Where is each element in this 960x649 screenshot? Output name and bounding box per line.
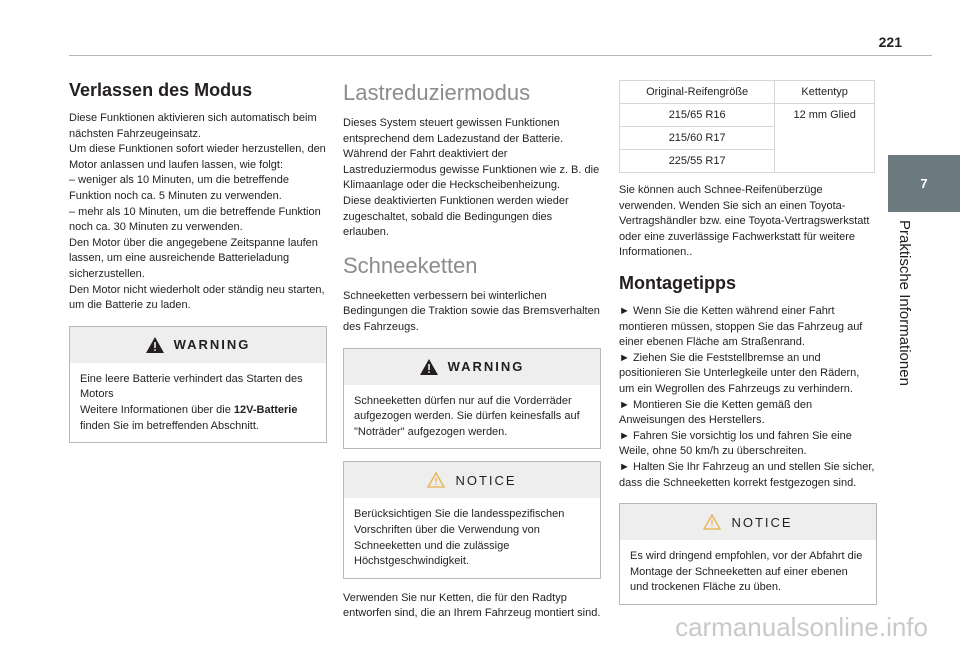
warning-title: WARNING [447, 359, 525, 375]
notice-text: Es wird dringend empfohlen, vor der Abfahrt die Montage der Schneeketten auf einer ebenen und trockenen Fläche zu üben. [630, 550, 863, 594]
warning-box [343, 348, 601, 450]
column-right [619, 80, 877, 617]
warning-box [69, 326, 327, 443]
paragraph: Diese deaktivierten Funktionen werden wieder zugeschaltet, sobald die Bedingungen dies erlauben. [343, 194, 569, 239]
notice-text: Berücksichtigen Sie die landesspezifischen Vorschriften über die Verwendung von Schneeketten und die zulässige Höchstgeschwindigkeit. [354, 508, 565, 568]
warning-title: WARNING [173, 337, 251, 353]
section-heading-exit-mode: Verlassen des Modus [69, 80, 253, 100]
list-item: ► Fahren Sie vorsichtig los und fahren Sie eine Weile, ohne 50 km/h zu überschreiten. [619, 429, 852, 458]
paragraph: Sie können auch Schnee-Reifenüberzüge verwenden. Wenden Sie sich an einen Toyota-Vertragshändler bzw. eine Toyota-Vertragswerkstatt oder eine zuverlässige Fachwerkstatt für weitere Informationen.. [619, 184, 870, 259]
table-cell: 215/60 R17 [620, 127, 775, 150]
notice-triangle-icon [427, 472, 445, 488]
paragraph: Schneeketten verbessern bei winterlichen Bedingungen die Traktion sowie das Bremsverhalten des Fahrzeugs. [343, 289, 600, 333]
watermark: carmanualsonline.info [675, 612, 928, 642]
paragraph: Verwenden Sie nur Ketten, die für den Radtyp entworfen sind, die an Ihrem Fahrzeug montiert sind. [343, 591, 601, 620]
list-item: ► Wenn Sie die Ketten während einer Fahrt montieren müssen, stoppen Sie das Fahrzeug auf einer ebenen Fläche am Straßenrand. [619, 304, 863, 349]
column-left [69, 80, 327, 455]
notice-triangle-icon [703, 514, 721, 530]
paragraph: – weniger als 10 Minuten, um die betreffende Funktion noch ca. 5 Minuten zu verwenden. [69, 174, 289, 202]
chain-table [619, 80, 875, 173]
chapter-title: Praktische Informationen [896, 220, 913, 386]
paragraph: Den Motor nicht wiederholt oder ständig neu starten, um die Batterie zu laden. [69, 283, 325, 312]
paragraph: Während der Fahrt deaktiviert der Lastreduziermodus gewisse Funktionen wie z. B. die Klimaanlage oder die Heckscheibenheizung. [343, 148, 600, 192]
notice-title: NOTICE [731, 514, 793, 530]
paragraph: – mehr als 10 Minuten, um die betreffende Funktion noch ca. 30 Minuten zu verwenden. [69, 205, 321, 234]
table-header: Original-Reifengröße [620, 81, 775, 104]
column-middle [343, 80, 601, 622]
paragraph: Diese Funktionen aktivieren sich automatisch beim nächsten Fahrzeugeinsatz. [69, 112, 317, 140]
table-cell: 12 mm Glied [775, 104, 875, 173]
table-header: Kettentyp [775, 81, 875, 104]
table-cell: 215/65 R16 [620, 104, 775, 127]
paragraph: Den Motor über die angegebene Zeitspanne laufen lassen, um eine ausreichende Batterieladung sicherzustellen. [69, 236, 318, 280]
warning-text: Weitere Informationen über die 12V-Batterie finden Sie im betreffenden Abschnitt. [80, 403, 298, 432]
warning-text: Eine leere Batterie verhindert das Starten des Motors [80, 372, 303, 401]
warning-text: Schneeketten dürfen nur auf die Vorderräder aufgezogen werden. Sie dürfen keinesfalls auf "Noträder" aufgezogen werden. [354, 394, 580, 438]
warning-triangle-icon [146, 337, 164, 353]
paragraph: Dieses System steuert gewissen Funktionen entsprechend dem Ladezustand der Batterie. [343, 117, 564, 145]
chapter-tab[interactable]: 7 [888, 155, 960, 212]
section-heading-snow-chains: Schneeketten [343, 252, 478, 278]
header-rule [69, 55, 932, 56]
table-cell: 225/55 R17 [620, 150, 775, 173]
notice-box [619, 503, 877, 605]
notice-title: NOTICE [455, 472, 517, 488]
notice-box [343, 461, 601, 578]
list-item: ► Montieren Sie die Ketten gemäß den Anweisungen des Herstellers. [619, 398, 813, 427]
list-item: ► Ziehen Sie die Feststellbremse an und positionieren Sie Unterlegkeile unter den Rädern, um ein Wegrollen des Fahrzeugs zu verhindern. [619, 351, 860, 395]
warning-triangle-icon [420, 359, 438, 375]
section-heading-load-reduction: Lastreduziermodus [343, 80, 531, 105]
table-row [620, 104, 875, 127]
section-heading-mounting-tips: Montagetipps [619, 272, 736, 293]
page-number: 221 [878, 34, 902, 50]
paragraph: Um diese Funktionen sofort wieder herzustellen, den Motor anlassen und laufen lassen, wie folgt: [69, 143, 326, 171]
list-item: ► Halten Sie Ihr Fahrzeug an und stellen Sie sicher, dass die Schneeketten korrekt festgezogen sind. [619, 460, 875, 489]
